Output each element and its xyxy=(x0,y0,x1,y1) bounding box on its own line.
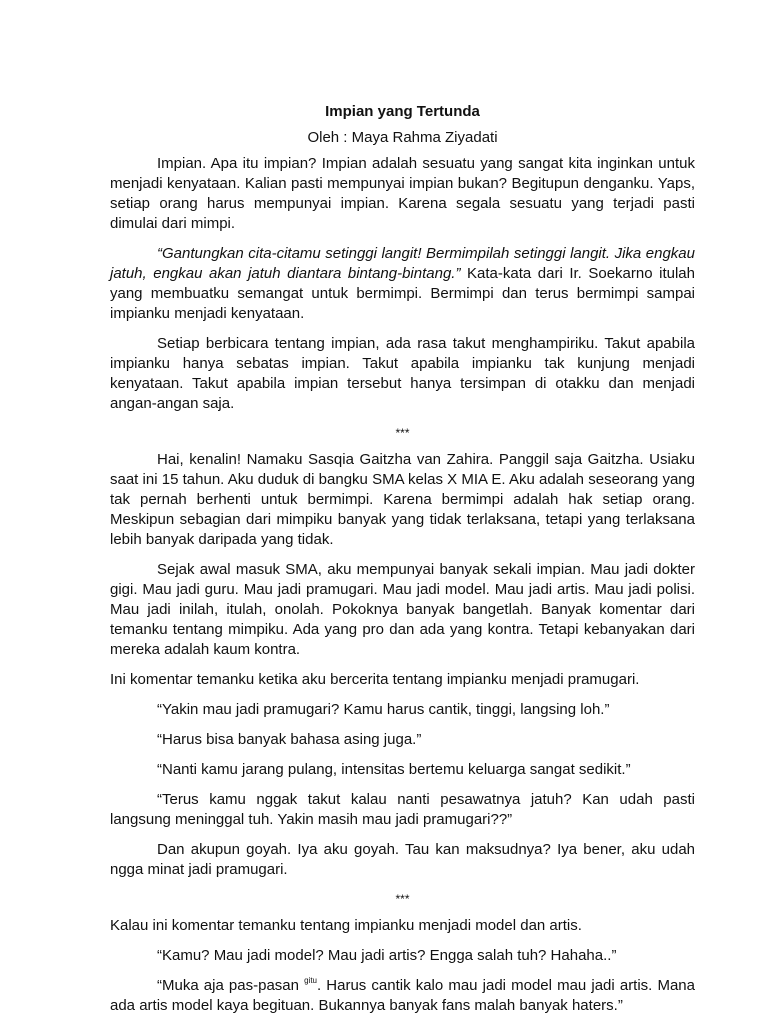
quote-1: “Yakin mau jadi pramugari? Kamu harus cantik, tinggi, langsing loh.” xyxy=(157,701,610,718)
soekarno-quote: “Gantungkan cita-citamu setinggi langit! Bermimpilah setinggi langit. Jika engkau jatuh, engkau akan jatuh diantara bintang-bintang.” xyxy=(110,245,695,282)
paragraph-4: Hai, kenalin! Namaku Sasqia Gaitzha van Zahira. Panggil saja Gaitzha. Usiaku saat ini 15 tahun. Aku duduk di bangku SMA kelas X MIA E. Aku adalah seseorang yang tak pernah berhenti untuk bermimpi. Karena bermimpi adalah hak setiap orang. Meskipun sebagian dari mimpiku banyak yang tidak terlaksana, tetapi yang terlaksana lebih banyak daripada yang tidak. xyxy=(110,451,695,548)
paragraph-3: Setiap berbicara tentang impian, ada rasa takut menghampiriku. Takut apabila impianku hanya sebatas impian. Takut apabila impianku tak kunjung menjadi kenyataan. Takut apabila impian tersebut hanya tersimpan di otakku dan menjadi angan-angan saja. xyxy=(110,335,695,412)
quote-4: “Terus kamu nggak takut kalau nanti pesawatnya jatuh? Kan udah pasti langsung meninggal tuh. Yakin masih mau jadi pramugari??” xyxy=(110,791,695,828)
paragraph-2 xyxy=(110,244,695,324)
paragraph-5: Sejak awal masuk SMA, aku mempunyai banyak sekali impian. Mau jadi dokter gigi. Mau jadi guru. Mau jadi pramugari. Mau jadi model. Mau jadi artis. Mau jadi polisi. Mau jadi inilah, itulah, onolah. Pokoknya banyak bangetlah. Banyak komentar dari temanku tentang mimpiku. Ada yang pro dan ada yang kontra. Tetapi kebanyakan dari mereka adalah kaum kontra. xyxy=(110,561,695,658)
superscript-note: gitu xyxy=(304,976,317,985)
quote-3: “Nanti kamu jarang pulang, intensitas bertemu keluarga sangat sedikit.” xyxy=(157,761,631,778)
author-line: Oleh : Maya Rahma Ziyadati xyxy=(307,129,498,146)
paragraph-2-rest: Kata-kata dari Ir. Soekarno itulah yang membuatku semangat untuk bermimpi. Bermimpi dan terus bermimpi sampai impianku menjadi kenyataan. xyxy=(110,265,695,322)
section-separator: *** xyxy=(395,426,410,440)
paragraph-8: Kalau ini komentar temanku tentang impianku menjadi model dan artis. xyxy=(110,917,582,934)
document-title: Impian yang Tertunda xyxy=(325,103,480,120)
quote-6-start: “Muka aja pas-pasan xyxy=(157,977,305,994)
quote-6-end: . Harus cantik kalo mau jadi model mau jadi artis. Mana ada artis model kaya begituan. Bukannya banyak fans malah banyak haters.” xyxy=(110,977,695,1014)
paragraph-7: Dan akupun goyah. Iya aku goyah. Tau kan maksudnya? Iya bener, aku udah ngga minat jadi pramugari. xyxy=(110,841,695,878)
paragraph-6: Ini komentar temanku ketika aku bercerita tentang impianku menjadi pramugari. xyxy=(110,671,640,688)
quote-5: “Kamu? Mau jadi model? Mau jadi artis? Engga salah tuh? Hahaha..” xyxy=(157,947,617,964)
quote-2: “Harus bisa banyak bahasa asing juga.” xyxy=(157,731,422,748)
paragraph-1: Impian. Apa itu impian? Impian adalah sesuatu yang sangat kita inginkan untuk menjadi kenyataan. Kalian pasti mempunyai impian bukan? Begitupun denganku. Yaps, setiap orang harus mempunyai impian. Karena segala sesuatu yang terjadi pasti dimulai dari mimpi. xyxy=(110,155,695,232)
quote-6 xyxy=(110,976,695,1016)
section-separator: *** xyxy=(395,892,410,906)
